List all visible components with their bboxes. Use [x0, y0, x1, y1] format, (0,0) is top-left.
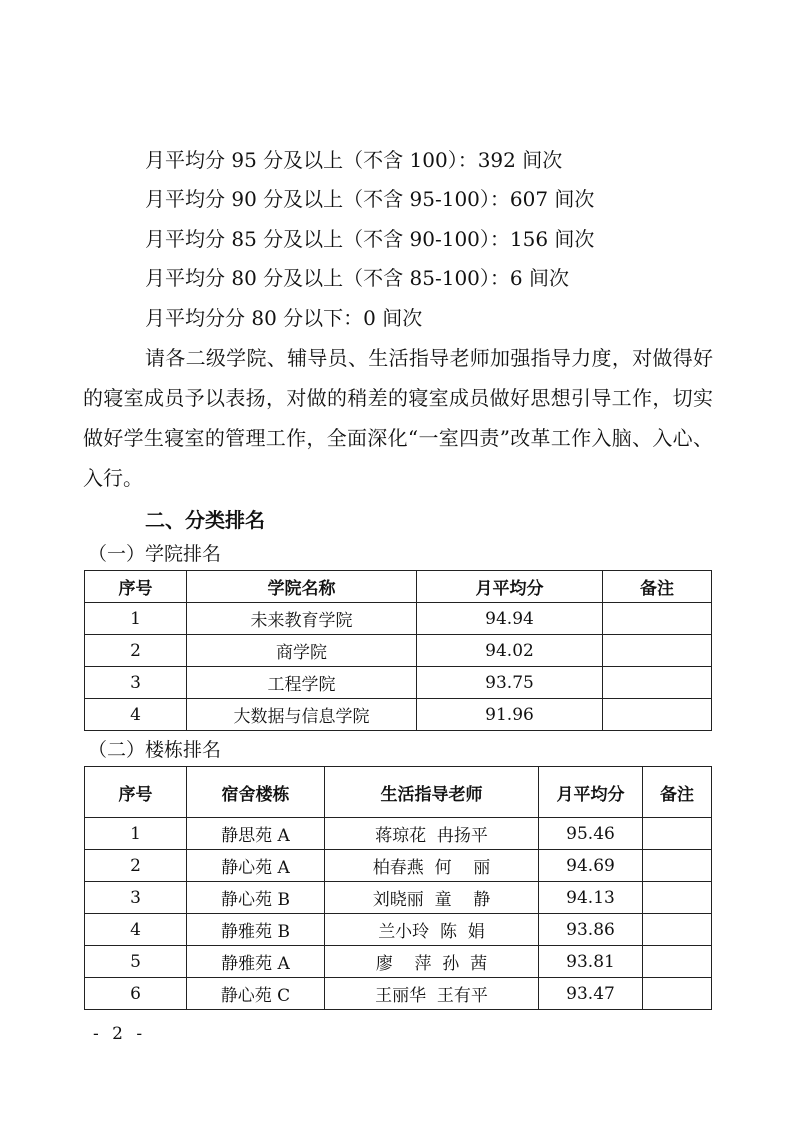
teacher-cell: 廖 萍 孙 茜	[325, 946, 539, 978]
score-cell: 93.47	[539, 978, 643, 1010]
score-cell: 93.75	[417, 667, 603, 699]
header-cell: 序号	[85, 767, 187, 818]
building-ranking-table	[84, 766, 712, 1010]
remark-cell	[643, 978, 712, 1010]
score-cell: 93.81	[539, 946, 643, 978]
remark-cell	[643, 914, 712, 946]
building-cell: 静雅苑 A	[187, 946, 325, 978]
header-cell: 月平均分	[539, 767, 643, 818]
teacher-cell: 刘晓丽 童 静	[325, 882, 539, 914]
building-cell: 静雅苑 B	[187, 914, 325, 946]
rank-cell: 2	[85, 635, 187, 667]
table-row	[85, 699, 712, 731]
stats-line-below-80: 月平均分分 80 分以下：0 间次	[145, 306, 423, 330]
score-cell: 94.69	[539, 850, 643, 882]
remark-cell	[643, 818, 712, 850]
college-name-cell: 大数据与信息学院	[187, 699, 417, 731]
stats-line-80: 月平均分 80 分及以上（不含 85-100）：6 间次	[145, 266, 569, 290]
rank-cell: 2	[85, 850, 187, 882]
stats-line-85: 月平均分 85 分及以上（不含 90-100）：156 间次	[145, 227, 595, 251]
score-cell: 94.02	[417, 635, 603, 667]
rank-cell: 5	[85, 946, 187, 978]
header-cell: 月平均分	[417, 571, 603, 603]
table-row	[85, 978, 712, 1010]
score-cell: 91.96	[417, 699, 603, 731]
table-header-row	[85, 767, 712, 818]
table-header-row	[85, 571, 712, 603]
header-cell: 学院名称	[187, 571, 417, 603]
remark-cell	[643, 882, 712, 914]
header-cell: 宿舍楼栋	[187, 767, 325, 818]
rank-cell: 4	[85, 699, 187, 731]
college-name-cell: 商学院	[187, 635, 417, 667]
rank-cell: 1	[85, 603, 187, 635]
teacher-cell: 柏春燕 何 丽	[325, 850, 539, 882]
remark-cell	[603, 635, 712, 667]
remark-cell	[603, 667, 712, 699]
table-row	[85, 882, 712, 914]
teacher-cell: 王丽华 王有平	[325, 978, 539, 1010]
rank-cell: 3	[85, 667, 187, 699]
table-row	[85, 603, 712, 635]
rank-cell: 4	[85, 914, 187, 946]
page-number: - 2 -	[93, 1024, 147, 1044]
rank-cell: 3	[85, 882, 187, 914]
teacher-cell: 兰小玲 陈 娟	[325, 914, 539, 946]
building-cell: 静思苑 A	[187, 818, 325, 850]
rank-cell: 1	[85, 818, 187, 850]
building-ranking-title: （二）楼栋排名	[88, 739, 222, 761]
teacher-cell: 蒋琼花 冉扬平	[325, 818, 539, 850]
remark-cell	[603, 699, 712, 731]
header-cell: 备注	[603, 571, 712, 603]
remark-cell	[643, 946, 712, 978]
table-row	[85, 818, 712, 850]
table-row	[85, 914, 712, 946]
score-cell: 95.46	[539, 818, 643, 850]
college-ranking-table	[84, 570, 712, 731]
building-cell: 静心苑 C	[187, 978, 325, 1010]
stats-line-95: 月平均分 95 分及以上（不含 100）：392 间次	[145, 148, 563, 172]
table-row	[85, 635, 712, 667]
instruction-paragraph: 请各二级学院、辅导员、生活指导老师加强指导力度，对做得好的寝室成员予以表扬，对做的稍差的寝室成员做好思想引导工作，切实做好学生寝室的管理工作，全面深化“一室四责”改革工作入脑、入心、入行。	[83, 346, 713, 490]
section-title: 二、分类排名	[145, 508, 265, 532]
score-cell: 93.86	[539, 914, 643, 946]
table-row	[85, 850, 712, 882]
header-cell: 生活指导老师	[325, 767, 539, 818]
college-ranking-title: （一）学院排名	[88, 543, 222, 565]
remark-cell	[603, 603, 712, 635]
building-cell: 静心苑 A	[187, 850, 325, 882]
score-cell: 94.13	[539, 882, 643, 914]
table-row	[85, 946, 712, 978]
rank-cell: 6	[85, 978, 187, 1010]
header-cell: 序号	[85, 571, 187, 603]
building-cell: 静心苑 B	[187, 882, 325, 914]
score-cell: 94.94	[417, 603, 603, 635]
college-name-cell: 未来教育学院	[187, 603, 417, 635]
table-row	[85, 667, 712, 699]
college-name-cell: 工程学院	[187, 667, 417, 699]
remark-cell	[643, 850, 712, 882]
stats-line-90: 月平均分 90 分及以上（不含 95-100）：607 间次	[145, 187, 595, 211]
header-cell: 备注	[643, 767, 712, 818]
